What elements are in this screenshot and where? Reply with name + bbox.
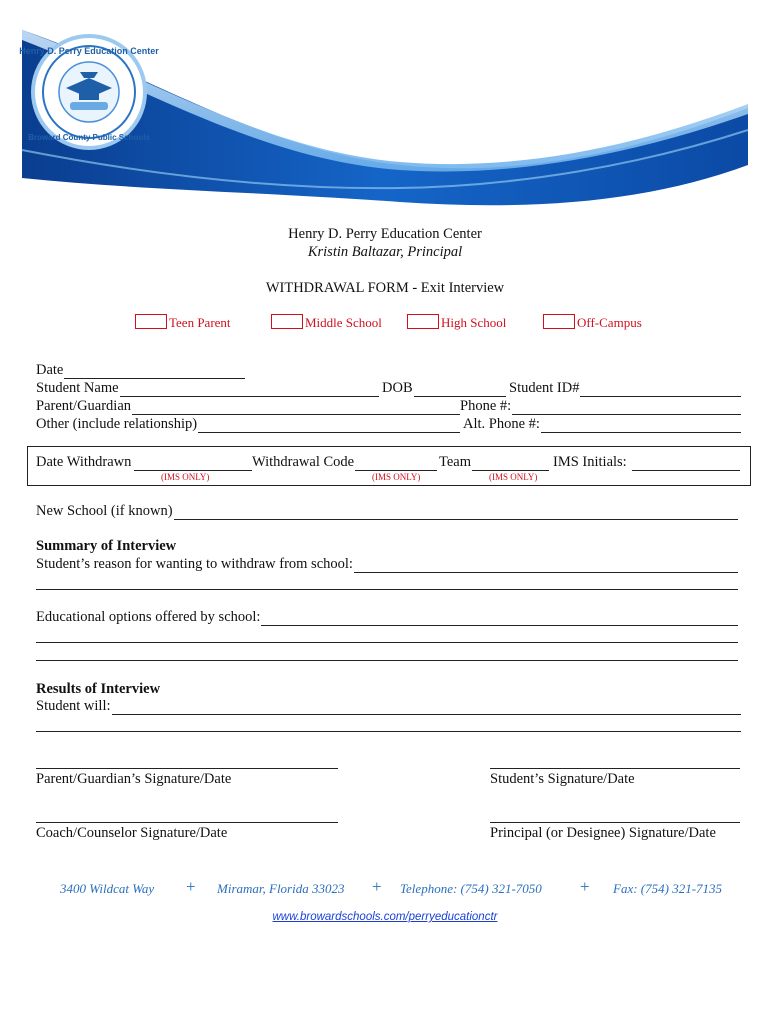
date-line[interactable] (36, 378, 245, 379)
principal-signature-label: Principal (or Designee) Signature/Date (490, 825, 716, 841)
student-id-label: Student ID# (506, 380, 580, 397)
checkbox-box[interactable] (543, 314, 575, 329)
coach-signature-line[interactable] (36, 822, 338, 823)
checkbox-label: High School (441, 315, 507, 330)
footer-fax: Fax: (754) 321-7135 (613, 881, 723, 896)
seal-text-bottom: Broward County Public Schools (28, 133, 150, 142)
school-name: Henry D. Perry Education Center (288, 226, 482, 242)
student-will-label: Student will: (36, 698, 111, 714)
footer-city: Miramar, Florida 33023 (217, 881, 345, 896)
student-will-line[interactable] (36, 714, 741, 715)
checkbox-high-school[interactable] (407, 314, 506, 331)
header-banner (0, 0, 770, 215)
checkbox-label: Off-Campus (577, 315, 642, 330)
ims-only-note: (IMS ONLY) (489, 472, 538, 482)
footer-address: 3400 Wildcat Way (60, 881, 155, 896)
date-label: Date (36, 362, 64, 378)
options-line-2[interactable] (36, 642, 738, 643)
ims-only-note: (IMS ONLY) (372, 472, 421, 482)
ims-line[interactable] (36, 470, 740, 471)
student-name-label: Student Name (36, 380, 119, 396)
parent-signature-label: Parent/Guardian’s Signature/Date (36, 771, 232, 787)
checkbox-box[interactable] (271, 314, 303, 329)
team-label: Team (439, 454, 471, 470)
reason-label: Student’s reason for wanting to withdraw from school: (36, 556, 353, 572)
ims-only-note: (IMS ONLY) (161, 472, 210, 482)
checkbox-label: Middle School (305, 315, 382, 330)
checkbox-label: Teen Parent (169, 315, 231, 330)
plus-separator-icon: + (580, 877, 590, 896)
alt-phone-label: Alt. Phone #: (460, 416, 541, 433)
new-school-label: New School (if known) (36, 503, 173, 519)
parent-line[interactable] (36, 414, 741, 415)
reason-line-2[interactable] (36, 589, 738, 590)
student-signature-label: Student’s Signature/Date (490, 771, 635, 787)
checkbox-box[interactable] (407, 314, 439, 329)
withdrawal-code-label: Withdrawal Code (252, 454, 355, 470)
footer-telephone: Telephone: (754) 321-7050 (400, 881, 542, 896)
phone-label: Phone #: (460, 398, 512, 414)
seal-text-top: Henry D. Perry Education Center (19, 46, 159, 56)
results-heading: Results of Interview (36, 681, 161, 697)
principal-signature-line[interactable] (490, 822, 740, 823)
date-withdrawn-label: Date Withdrawn (36, 454, 134, 471)
ims-initials-label: IMS Initials: (549, 454, 632, 471)
checkbox-off-campus[interactable] (543, 314, 642, 331)
form-title: WITHDRAWAL FORM - Exit Interview (265, 280, 505, 296)
student-signature-line[interactable] (490, 768, 740, 769)
website-link[interactable]: www.browardschools.com/perryeducationctr (272, 911, 498, 923)
checkbox-middle-school[interactable] (271, 314, 382, 331)
dob-label: DOB (379, 380, 414, 397)
student-will-line-2[interactable] (36, 731, 741, 732)
plus-separator-icon: + (372, 877, 382, 896)
options-line-3[interactable] (36, 660, 738, 661)
parent-guardian-label: Parent/Guardian (36, 398, 132, 414)
checkbox-teen-parent[interactable] (135, 314, 231, 331)
options-label: Educational options offered by school: (36, 609, 261, 625)
summary-heading: Summary of Interview (36, 538, 177, 554)
checkbox-box[interactable] (135, 314, 167, 329)
principal-name: Kristin Baltazar, Principal (307, 244, 463, 260)
other-label: Other (include relationship) (36, 416, 198, 432)
coach-signature-label: Coach/Counselor Signature/Date (36, 825, 228, 841)
plus-separator-icon: + (186, 877, 196, 896)
parent-signature-line[interactable] (36, 768, 338, 769)
